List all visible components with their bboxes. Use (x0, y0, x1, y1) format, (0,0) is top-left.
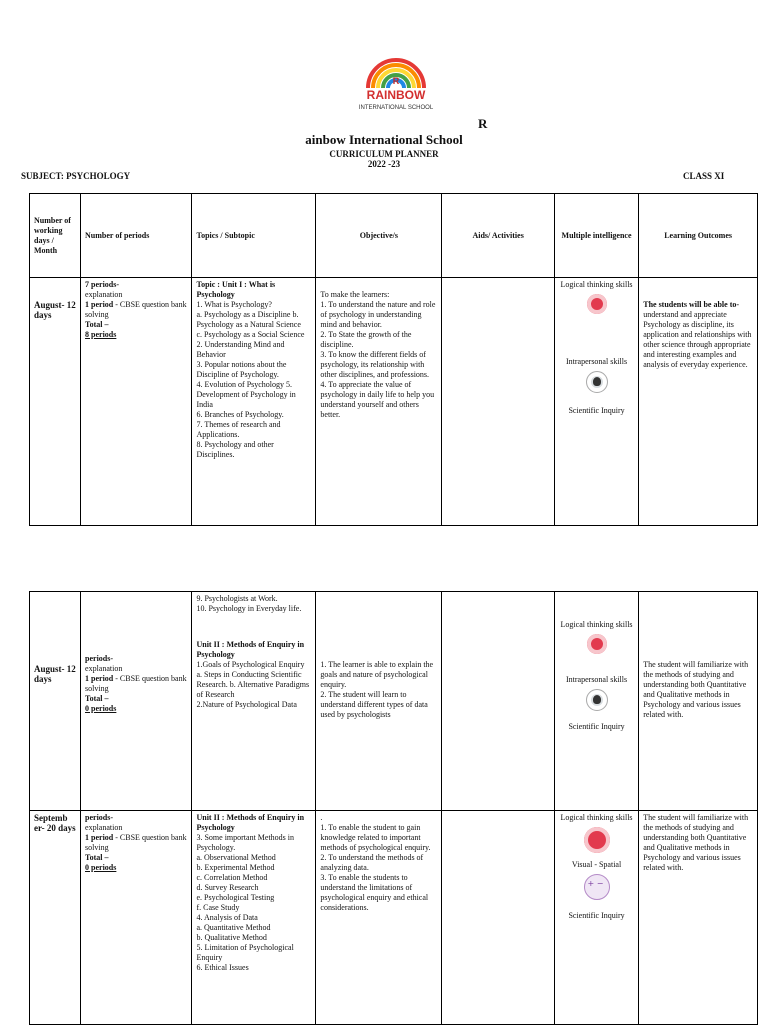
logical-thinking-icon (584, 827, 610, 853)
objectives-cell: 1. The learner is able to explain the goals and nature of psychological enquiry. 2. The student will learn to understand different types of data used by psychologists (316, 592, 442, 811)
col-topics: Topics / Subtopic (192, 194, 316, 278)
table-row (30, 592, 758, 811)
class-label: CLASS XI (683, 171, 725, 181)
logical-thinking-icon (587, 634, 607, 654)
intrapersonal-icon (586, 371, 608, 393)
visual-spatial-icon (584, 874, 610, 900)
logo-initial: R (392, 76, 400, 86)
logo-wordmark: RAINBOW (366, 88, 426, 102)
periods-cell: 7 periods- explanation 1 period - CBSE question bank solving Total – 8 periods (81, 278, 192, 526)
mi-cell: Logical thinking skills Intrapersonal skills Scientific Inquiry (554, 278, 638, 526)
month-cell: August- 12 days (30, 278, 81, 526)
school-initial: R (478, 116, 488, 131)
col-aids: Aids/ Activities (442, 194, 554, 278)
intrapersonal-icon (586, 689, 608, 711)
col-days: Number of working days / Month (30, 194, 81, 278)
table-row (30, 278, 758, 526)
planner-table-2 (29, 591, 758, 1025)
periods-cell: periods- explanation 1 period - CBSE question bank solving Total – 0 periods (81, 811, 192, 1025)
subject-label: SUBJECT: PSYCHOLOGY (21, 171, 131, 181)
logical-thinking-icon (587, 294, 607, 314)
planner-title: CURRICULUM PLANNER (329, 149, 439, 159)
mi-cell: Logical thinking skills Intrapersonal skills Scientific Inquiry (554, 592, 638, 811)
objectives-cell: To make the learners: 1. To understand the nature and role of psychology in understanding mind and behavior. 2. To State the growth of the discipline. 3. To know the different fields of psychology, its relationship with other disciplines, and professions. 4. To appreciate the value of psychology in daily life to help you understand yourself and others better. (316, 278, 442, 526)
aids-cell (442, 811, 554, 1025)
month-cell: August- 12 days (30, 592, 81, 811)
academic-year: 2022 -23 (367, 159, 401, 169)
outcomes-cell: The students will be able to- understand and appreciate Psychology as discipline, its application and relationships with other science through appropriate and interesting examples and analysis of everyday experience. (639, 278, 758, 526)
topics-cell: 9. Psychologists at Work. 10. Psychology in Everyday life. Unit II : Methods of Enquiry in Psychology 1.Goals of Psychological Enquiry a. Steps in Conducting Scientific Research. b. Alternative Paradigms of Research 2.Nature of Psychological Data (192, 592, 316, 811)
logo-subtitle: INTERNATIONAL SCHOOL (358, 105, 434, 111)
header-row (30, 194, 758, 278)
topics-cell: Topic : Unit I : What is Psychology 1. What is Psychology? a. Psychology as a Discipline b. Psychology as a Natural Science c. Psychology as a Social Science 2. Understanding Mind and Behavior 3. Popular notions about the Discipline of Psychology. 4. Evolution of Psychology 5. Development of Psychology in India 6. Branches of Psychology. 7. Themes of research and Applications. 8. Psychology and other Disciplines. (192, 278, 316, 526)
col-mi: Multiple intelligence (554, 194, 638, 278)
col-objectives: Objective/s (316, 194, 442, 278)
school-logo (346, 44, 446, 114)
outcomes-cell: The student will familiarize with the methods of studying and understanding both Quantitative and Qualitative methods in Psychology and various issues related with. (639, 592, 758, 811)
month-cell: Septemb er- 20 days (30, 811, 81, 1025)
table-row (30, 811, 758, 1025)
outcomes-cell: The student will familiarize with the methods of studying and understanding both Quantitative and Qualitative methods in Psychology and various issues related with. (639, 811, 758, 1025)
aids-cell (442, 278, 554, 526)
planner-table-1 (29, 193, 758, 526)
objectives-cell: . 1. To enable the student to gain knowledge related to important methods of psychological enquiry. 2. To understand the methods of analyzing data. 3. To enable the students to understand the limitations of psychological enquiry and ethical considerations. (316, 811, 442, 1025)
aids-cell (442, 592, 554, 811)
topics-cell: Unit II : Methods of Enquiry in Psychology 3. Some important Methods in Psychology. a. Observational Method b. Experimental Method c. Correlation Method d. Survey Research e. Psychological Testing f. Case Study 4. Analysis of Data a. Quantitative Method b. Qualitative Method 5. Limitation of Psychological Enquiry 6. Ethical Issues (192, 811, 316, 1025)
col-outcomes: Learning Outcomes (639, 194, 758, 278)
school-name: ainbow International School (305, 132, 463, 147)
mi-cell: Logical thinking skills Visual - Spatial + − Scientific Inquiry (554, 811, 638, 1025)
col-periods: Number of periods (81, 194, 192, 278)
periods-cell: periods- explanation 1 period - CBSE question bank solving Total – 0 periods (81, 592, 192, 811)
